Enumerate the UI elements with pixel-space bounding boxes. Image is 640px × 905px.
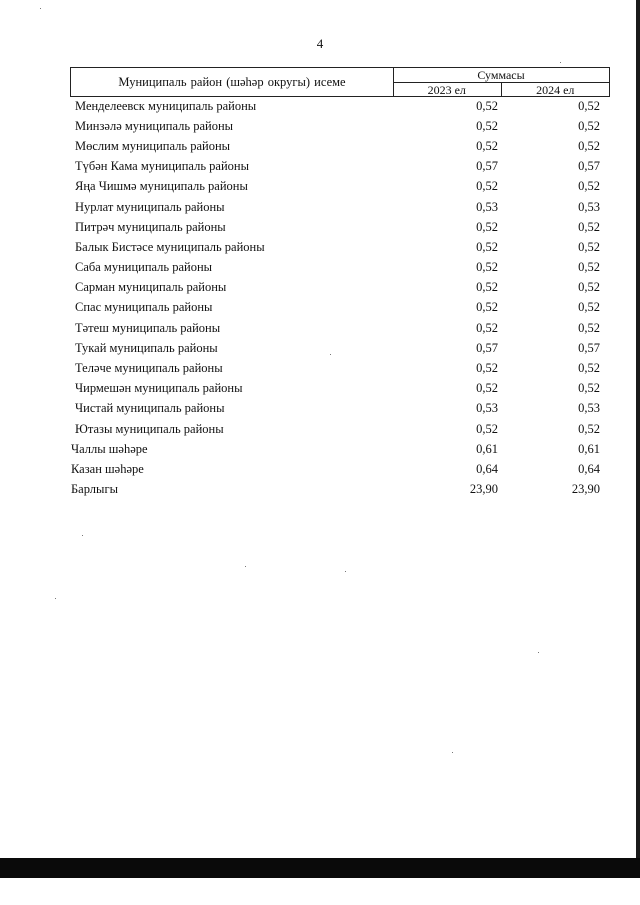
row-value-2024: 0,52 (578, 320, 600, 335)
row-name: Барлыгы (71, 482, 118, 497)
row-name: Теләче муниципаль районы (75, 361, 223, 376)
row-value-2024: 0,52 (578, 300, 600, 315)
header-sum: Суммасы (393, 68, 609, 83)
table-row (70, 419, 610, 439)
table-row (70, 298, 610, 318)
table-header (70, 67, 610, 97)
row-value-2023: 0,52 (476, 98, 498, 113)
table-row (70, 459, 610, 479)
scan-edge (636, 0, 640, 860)
row-name: Ютазы муниципаль районы (75, 421, 224, 436)
row-value-2024: 0,52 (578, 219, 600, 234)
row-value-2024: 0,52 (578, 138, 600, 153)
header-sum-group (393, 68, 609, 96)
row-value-2023: 0,52 (476, 421, 498, 436)
row-name: Саба муниципаль районы (75, 260, 213, 275)
header-year-2023: 2023 ел (427, 83, 466, 97)
row-value-2024: 0,61 (578, 441, 600, 456)
row-value-2023: 0,57 (476, 340, 498, 355)
table-row (70, 197, 610, 217)
row-value-2024: 0,52 (578, 260, 600, 275)
scan-speck (452, 752, 453, 753)
table-row (70, 116, 610, 136)
row-value-2024: 0,53 (578, 401, 600, 416)
scan-speck (55, 598, 56, 599)
header-name-column: Муниципаль район (шәһәр округы) исеме (71, 68, 394, 96)
row-value-2024: 0,52 (578, 381, 600, 396)
row-value-2023: 0,52 (476, 381, 498, 396)
scan-speck (330, 354, 331, 355)
row-name: Тукай муниципаль районы (75, 340, 218, 355)
table-row (70, 338, 610, 358)
row-value-2024: 0,57 (578, 340, 600, 355)
table-row (70, 258, 610, 278)
row-value-2023: 0,52 (476, 239, 498, 254)
scan-speck (538, 652, 539, 653)
table-row (70, 358, 610, 378)
table-row (70, 318, 610, 338)
row-name: Мөслим муниципаль районы (75, 138, 231, 153)
table-row (70, 157, 610, 177)
table-row (70, 278, 610, 298)
row-value-2023: 0,52 (476, 219, 498, 234)
row-value-2024: 0,52 (578, 421, 600, 436)
table-row (70, 96, 610, 116)
row-value-2024: 0,57 (578, 159, 600, 174)
row-name: Сарман муниципаль районы (75, 280, 227, 295)
row-value-2023: 0,53 (476, 199, 498, 214)
header-years (393, 83, 609, 97)
row-name: Чистай муниципаль районы (75, 401, 225, 416)
row-value-2024: 0,52 (578, 280, 600, 295)
row-value-2023: 0,52 (476, 320, 498, 335)
row-value-2024: 0,52 (578, 239, 600, 254)
row-value-2024: 0,52 (578, 98, 600, 113)
row-value-2023: 0,52 (476, 280, 498, 295)
row-value-2023: 23,90 (469, 482, 498, 497)
row-value-2023: 0,52 (476, 118, 498, 133)
row-value-2023: 0,61 (476, 441, 498, 456)
row-value-2024: 0,53 (578, 199, 600, 214)
row-value-2023: 0,53 (476, 401, 498, 416)
row-name: Түбән Кама муниципаль районы (75, 159, 249, 174)
row-name: Нурлат муниципаль районы (75, 199, 225, 214)
row-value-2024: 0,52 (578, 179, 600, 194)
row-name: Балык Бистәсе муниципаль районы (75, 239, 265, 254)
header-year-2024: 2024 ел (501, 83, 610, 97)
scan-speck (345, 571, 346, 572)
table-row (70, 379, 610, 399)
row-value-2023: 0,52 (476, 260, 498, 275)
row-name: Чирмешән муниципаль районы (75, 381, 243, 396)
row-value-2023: 0,57 (476, 159, 498, 174)
row-value-2024: 0,64 (578, 461, 600, 476)
table-row (70, 217, 610, 237)
row-value-2023: 0,52 (476, 138, 498, 153)
row-name: Тәтеш муниципаль районы (75, 320, 221, 335)
page-number: 4 (316, 36, 324, 51)
table-row (70, 439, 610, 459)
table-row (70, 399, 610, 419)
row-name: Чаллы шәһәре (71, 441, 148, 456)
row-name: Минзәлә муниципаль районы (75, 118, 234, 133)
row-name: Яңа Чишмә муниципаль районы (75, 179, 248, 194)
scan-speck (82, 535, 83, 536)
table-row-total (70, 480, 610, 500)
row-name: Питрәч муниципаль районы (75, 219, 226, 234)
table-body (70, 96, 610, 500)
scan-bottom-band (0, 858, 640, 878)
row-name: Менделеевск муниципаль районы (75, 98, 257, 113)
scan-speck (560, 62, 561, 63)
row-value-2024: 0,52 (578, 361, 600, 376)
row-value-2023: 0,52 (476, 361, 498, 376)
row-name: Казан шәһәре (71, 461, 144, 476)
table-row (70, 177, 610, 197)
row-value-2024: 23,90 (571, 482, 600, 497)
row-name: Спас муниципаль районы (75, 300, 213, 315)
row-value-2023: 0,52 (476, 300, 498, 315)
row-value-2024: 0,52 (578, 118, 600, 133)
table-row (70, 136, 610, 156)
scan-speck (40, 8, 41, 9)
scan-speck (245, 566, 246, 567)
table-row (70, 237, 610, 257)
row-value-2023: 0,52 (476, 179, 498, 194)
row-value-2023: 0,64 (476, 461, 498, 476)
